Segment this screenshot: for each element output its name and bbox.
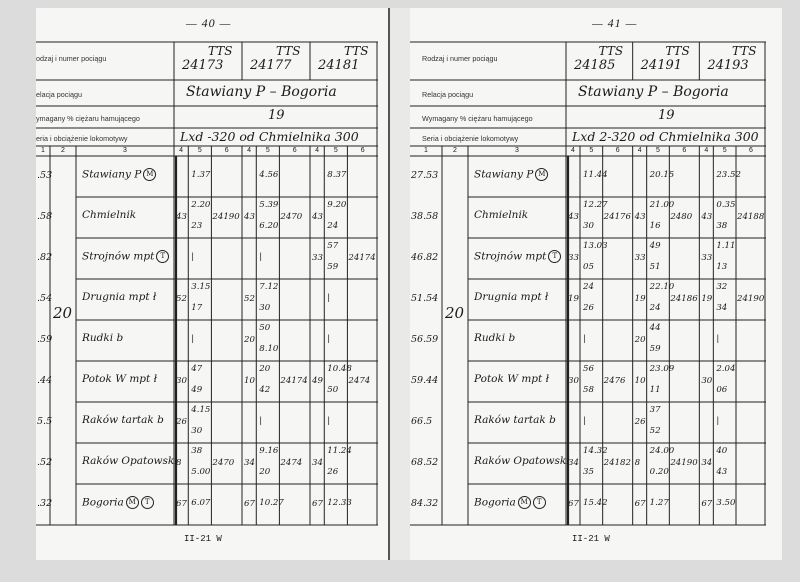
travel-time: 34: [701, 458, 713, 468]
arrival-time: 22.10: [649, 282, 675, 292]
station-name: [82, 496, 154, 509]
arrival-time: 56: [583, 364, 594, 374]
column-number: 6: [224, 147, 229, 154]
arrival-time: 20: [259, 364, 271, 374]
column-number: 6: [360, 147, 365, 154]
brake-weight-value: 19: [658, 108, 675, 123]
arrival-time: 24.00: [649, 446, 675, 456]
travel-time: 10: [634, 376, 646, 386]
column-number: 4: [637, 147, 642, 154]
travel-time: 67: [176, 499, 187, 509]
column-number: 4: [247, 147, 252, 154]
crossing-train: 2474: [348, 376, 371, 386]
station-name: [82, 250, 169, 263]
locomotive-value: Lxd 2-320 od Chmielnika 300: [572, 129, 759, 144]
train-type: TTS: [732, 44, 757, 58]
station-label: Stawiany P: [82, 168, 142, 181]
departure-time: |: [191, 252, 195, 262]
departure-time: 17: [191, 303, 203, 313]
travel-time: 10: [244, 376, 255, 386]
travel-time: 67: [634, 499, 646, 509]
header-label-weight: ymagany % ciężaru hamującego: [36, 114, 140, 123]
arrival-time: 5.39: [259, 200, 279, 210]
kilometre-value: 66.5: [411, 416, 433, 427]
crossing-train: 24174: [348, 253, 376, 263]
right-page: [410, 8, 782, 560]
arrival-time: 57: [327, 241, 339, 251]
departure-time: |: [327, 293, 331, 303]
travel-time: 43: [312, 212, 323, 222]
speed-limit: 20: [53, 303, 73, 322]
travel-time: 33: [568, 253, 579, 263]
kilometre-value: 59.44: [411, 375, 439, 386]
crossing-train: 2480: [670, 212, 693, 222]
travel-time: 43: [568, 212, 579, 222]
departure-time: 16: [649, 221, 661, 231]
departure-time: 12.33: [327, 498, 352, 508]
station-name: [82, 168, 156, 181]
arrival-time: 2.20: [191, 200, 211, 210]
travel-time: 30: [176, 376, 187, 386]
column-number: 5: [656, 147, 660, 154]
travel-time: 19: [634, 294, 646, 304]
station-symbol-m-icon: M: [535, 168, 548, 181]
arrival-time: 47: [191, 364, 203, 374]
travel-time: 33: [701, 253, 713, 263]
station-name: [82, 455, 178, 467]
train-number: 24185: [574, 58, 616, 73]
departure-time: 30: [259, 303, 271, 313]
departure-time: 1.27: [649, 498, 669, 508]
arrival-time: 12.27: [583, 200, 608, 210]
station-label: Raków tartak b: [474, 414, 556, 426]
departure-time: 49: [191, 385, 203, 395]
page-footer: II-21 W: [572, 534, 610, 544]
header-label-relation: elacja pociągu: [36, 90, 82, 99]
column-number: 3: [123, 147, 127, 154]
arrival-time: 9.16: [259, 446, 279, 456]
header-label-train: odzaj i numer pociągu: [36, 54, 107, 63]
crossing-train: 24182: [603, 458, 631, 468]
kilometre-value: 46.82: [411, 252, 439, 263]
travel-time: 34: [244, 458, 255, 468]
station-label: Raków Opatowski: [82, 455, 178, 467]
departure-time: |: [583, 416, 586, 426]
departure-time: |: [259, 416, 263, 426]
arrival-time: 32: [716, 282, 728, 292]
arrival-time: 37: [649, 405, 661, 415]
crossing-train: 24176: [603, 212, 631, 222]
station-label: Stawiany P: [474, 168, 534, 181]
kilometre-value: .44: [37, 375, 53, 386]
departure-time: 30: [191, 426, 203, 436]
station-name: [82, 373, 157, 385]
arrival-time: 24: [583, 282, 594, 292]
station-label: Chmielnik: [82, 209, 137, 221]
station-label: Drugnia mpt ł: [82, 291, 157, 303]
crossing-train: 24186: [670, 294, 698, 304]
column-number: 6: [615, 147, 620, 154]
departure-time: 0.20: [649, 467, 669, 477]
arrival-time: 23.09: [649, 364, 675, 374]
crossing-train: 24190: [212, 212, 240, 222]
departure-time: 8.10: [259, 344, 279, 354]
departure-time: |: [583, 334, 586, 344]
relation-value: Stawiany P – Bogoria: [186, 84, 337, 100]
departure-time: 10.27: [259, 498, 284, 508]
travel-time: 20: [634, 335, 646, 345]
station-name: [82, 291, 156, 303]
departure-time: 30: [583, 221, 594, 231]
departure-time: 13: [716, 262, 728, 272]
departure-time: 5.00: [191, 467, 211, 477]
station-symbol-m-icon: M: [143, 168, 156, 181]
departure-time: 23.52: [716, 170, 741, 180]
kilometre-value: 51.54: [411, 293, 439, 304]
departure-time: 26: [327, 467, 339, 477]
station-label: Strojnów mpt: [82, 250, 155, 263]
kilometre-value: .54: [37, 293, 53, 304]
arrival-time: 40: [716, 446, 728, 456]
departure-time: 1.37: [191, 170, 211, 180]
station-label: Bogoria: [474, 496, 516, 509]
train-number: 24191: [640, 58, 683, 73]
column-number: 6: [749, 147, 753, 154]
speed-limit: 20: [445, 303, 465, 322]
departure-time: 35: [583, 467, 594, 477]
departure-time: 59: [649, 344, 661, 354]
station-symbol-t-icon: T: [141, 496, 154, 509]
column-number: 6: [682, 147, 687, 154]
departure-time: 43: [716, 467, 728, 477]
departure-time: 8.37: [327, 170, 347, 180]
arrival-time: 49: [649, 241, 661, 251]
arrival-time: 7.12: [259, 282, 279, 292]
crossing-train: 2470: [212, 458, 235, 468]
station-label: Chmielnik: [474, 209, 529, 221]
train-type: TTS: [344, 44, 369, 58]
header-label-relation: Relacja pociągu: [422, 90, 474, 99]
page-number: — 40 —: [186, 16, 232, 30]
travel-time: 67: [244, 499, 255, 509]
departure-time: |: [716, 334, 720, 344]
departure-time: |: [327, 416, 331, 426]
departure-time: 52: [649, 426, 661, 436]
travel-time: 30: [701, 376, 713, 386]
arrival-time: 14.32: [583, 446, 608, 456]
train-type: TTS: [665, 44, 690, 58]
station-name: [474, 291, 548, 303]
station-label: Potok W mpt ł: [474, 373, 549, 385]
travel-time: 20: [244, 335, 255, 345]
station-symbol-t-icon: T: [548, 250, 561, 263]
kilometre-value: 68.52: [411, 457, 439, 468]
column-number: 5: [722, 147, 727, 154]
column-number: 2: [61, 147, 65, 154]
departure-time: 50: [327, 385, 339, 395]
station-name: [474, 373, 549, 385]
station-name: [474, 455, 570, 467]
crossing-train: 2470: [280, 212, 303, 222]
header-label-loco: eria i obciążenie lokomotywy: [36, 134, 128, 143]
column-number: 6: [292, 147, 297, 154]
crossing-train: 2476: [603, 376, 626, 386]
header-label-train: Rodzaj i numer pociągu: [422, 54, 498, 63]
header-label-weight: Wymagany % ciężaru hamującego: [422, 114, 533, 123]
arrival-time: 4.15: [191, 405, 211, 415]
left-page: [36, 8, 388, 560]
travel-time: 8: [176, 458, 182, 468]
travel-time: 34: [312, 458, 323, 468]
column-number: 4: [704, 147, 709, 154]
departure-time: 38: [716, 221, 728, 231]
departure-time: 23: [191, 221, 203, 231]
travel-time: 26: [634, 417, 646, 427]
column-number: 5: [197, 147, 202, 154]
departure-time: 11: [649, 385, 661, 395]
arrival-time: 0.35: [716, 200, 736, 210]
kilometre-value: .82: [37, 252, 53, 263]
departure-time: 6.07: [191, 498, 211, 508]
departure-time: 34: [716, 303, 728, 313]
header-label-loco: Seria i obciążenie lokomotywy: [422, 134, 519, 143]
travel-time: 33: [634, 253, 646, 263]
station-name: [82, 332, 123, 344]
kilometre-value: .52: [37, 457, 53, 468]
travel-time: 33: [312, 253, 323, 263]
station-name: [474, 414, 556, 426]
station-name: [474, 168, 548, 181]
station-label: Drugnia mpt ł: [474, 291, 549, 303]
departure-time: 06: [716, 385, 728, 395]
arrival-time: 21.00: [649, 200, 675, 210]
arrival-time: 11.24: [327, 446, 352, 456]
departure-time: 51: [649, 262, 661, 272]
column-number: 2: [453, 147, 457, 154]
train-number: 24193: [707, 58, 749, 73]
station-symbol-t-icon: T: [533, 496, 546, 509]
station-name: [474, 496, 546, 509]
station-label: Raków Opatowski: [474, 455, 570, 467]
travel-time: 26: [176, 417, 187, 427]
departure-time: 59: [327, 262, 339, 272]
relation-value: Stawiany P – Bogoria: [578, 84, 729, 100]
departure-time: 42: [259, 385, 271, 395]
travel-time: 19: [701, 294, 713, 304]
travel-time: 43: [244, 212, 255, 222]
column-number: 4: [315, 147, 320, 154]
arrival-time: 1.11: [716, 241, 736, 251]
arrival-time: 2.04: [716, 364, 736, 374]
kilometre-value: .58: [37, 211, 53, 222]
travel-time: 43: [701, 212, 713, 222]
kilometre-value: .32: [37, 498, 53, 509]
travel-time: 19: [568, 294, 579, 304]
travel-time: 52: [176, 294, 187, 304]
departure-time: 24: [649, 303, 661, 313]
station-symbol-m-icon: M: [126, 496, 139, 509]
station-label: Rudki b: [82, 332, 124, 344]
page-footer: II-21 W: [184, 534, 222, 544]
column-number: 4: [179, 147, 184, 154]
departure-time: 24: [327, 221, 339, 231]
train-number: 24173: [182, 58, 224, 73]
station-name: [82, 209, 136, 221]
kilometre-value: 84.32: [411, 498, 439, 509]
station-label: Strojnów mpt: [474, 250, 547, 263]
arrival-time: 13.03: [583, 241, 608, 251]
column-number: 1: [424, 147, 428, 154]
departure-time: |: [716, 416, 720, 426]
crossing-train: 2474: [280, 458, 303, 468]
train-number: 24177: [250, 58, 292, 73]
crossing-train: 24190: [670, 458, 698, 468]
station-name: [474, 209, 528, 221]
kilometre-value: 5.5: [37, 416, 53, 427]
train-type: TTS: [276, 44, 301, 58]
departure-time: |: [259, 252, 263, 262]
train-type: TTS: [208, 44, 233, 58]
crossing-train: 24174: [280, 376, 308, 386]
travel-time: 49: [312, 376, 323, 386]
arrival-time: 44: [649, 323, 661, 333]
travel-time: 67: [312, 499, 323, 509]
travel-time: 43: [176, 212, 187, 222]
page-number: — 41 —: [592, 16, 638, 30]
departure-time: 6.20: [259, 221, 279, 231]
station-name: [474, 250, 561, 263]
departure-time: 26: [583, 303, 594, 313]
column-number: 5: [265, 147, 270, 154]
kilometre-value: .59: [37, 334, 53, 345]
station-name: [82, 414, 164, 426]
departure-time: 15.42: [583, 498, 608, 508]
arrival-time: 10.48: [327, 364, 352, 374]
station-symbol-t-icon: T: [156, 250, 169, 263]
departure-time: 20.15: [649, 170, 675, 180]
departure-time: 58: [583, 385, 594, 395]
departure-time: 11.44: [583, 170, 608, 180]
column-number: 4: [571, 147, 575, 154]
travel-time: 67: [701, 499, 713, 509]
travel-time: 52: [244, 294, 255, 304]
departure-time: 05: [583, 262, 594, 272]
column-number: 1: [41, 147, 45, 154]
column-number: 3: [515, 147, 519, 154]
crossing-train: 24190: [737, 294, 765, 304]
locomotive-value: Lxd -320 od Chmielnika 300: [180, 129, 359, 144]
crossing-train: 24188: [737, 212, 765, 222]
train-type: TTS: [598, 44, 624, 58]
kilometre-value: 27.53: [411, 170, 439, 181]
arrival-time: 50: [259, 323, 271, 333]
column-number: 5: [589, 147, 594, 154]
arrival-time: 3.15: [191, 282, 211, 292]
departure-time: |: [327, 334, 331, 344]
brake-weight-value: 19: [268, 108, 285, 123]
column-number: 5: [333, 147, 338, 154]
station-label: Potok W mpt ł: [82, 373, 157, 385]
kilometre-value: 38.58: [411, 211, 439, 222]
kilometre-value: .53: [37, 170, 53, 181]
travel-time: 43: [634, 212, 646, 222]
station-name: [474, 332, 515, 344]
station-label: Rudki b: [474, 332, 516, 344]
train-number: 24181: [318, 58, 360, 73]
departure-time: 4.56: [259, 170, 279, 180]
departure-time: |: [191, 334, 195, 344]
kilometre-value: 56.59: [411, 334, 439, 345]
travel-time: 30: [568, 376, 579, 386]
book-gutter: [388, 8, 412, 560]
travel-time: 8: [634, 458, 641, 468]
travel-time: 67: [568, 499, 579, 509]
arrival-time: 38: [191, 446, 203, 456]
station-label: Raków tartak b: [82, 414, 164, 426]
arrival-time: 9.20: [327, 200, 347, 210]
departure-time: 20: [259, 467, 271, 477]
station-label: Bogoria: [82, 496, 124, 509]
travel-time: 34: [568, 458, 579, 468]
departure-time: 3.50: [716, 498, 736, 508]
station-symbol-m-icon: M: [518, 496, 531, 509]
